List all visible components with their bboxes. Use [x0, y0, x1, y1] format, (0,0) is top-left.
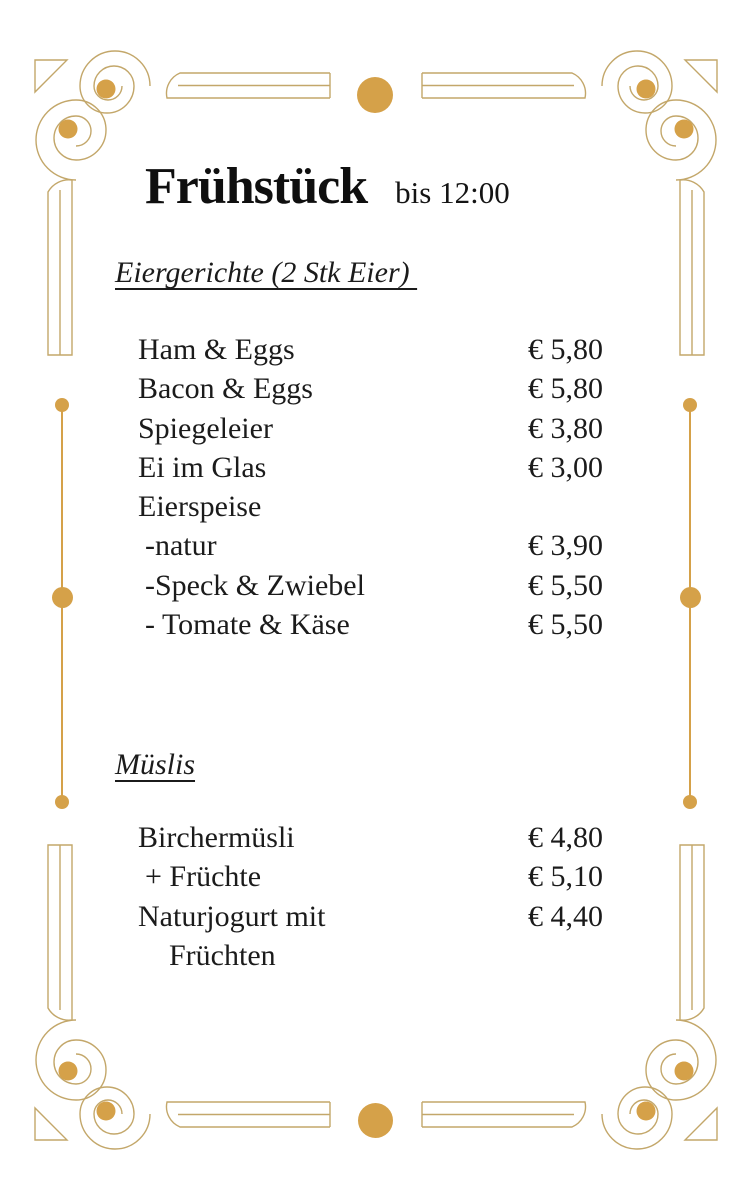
menu-item-price: € 4,80 — [528, 821, 603, 854]
section-heading-muslis: Müslis — [115, 748, 196, 781]
page-title: Frühstück — [145, 158, 368, 215]
menu-items-eiergerichte — [138, 330, 618, 644]
menu-item-row — [138, 526, 618, 565]
side-dot-icon — [52, 587, 73, 608]
menu-item-price: € 5,50 — [528, 608, 603, 642]
menu-item-name: - Tomate & Käse — [145, 608, 350, 642]
menu-item-price: € 3,80 — [528, 411, 603, 445]
menu-item-row — [138, 330, 618, 369]
divider-dot-bottom — [358, 1103, 393, 1138]
menu-item-price: € 5,50 — [528, 568, 603, 602]
side-accent-left — [61, 405, 63, 803]
menu-item-name: Spiegeleier — [138, 411, 273, 445]
menu-item-price: € 3,00 — [528, 450, 603, 484]
divider-dot-top — [357, 77, 393, 113]
menu-item-name: -natur — [145, 529, 217, 563]
menu-item-row — [138, 409, 618, 448]
menu-item-name: Birchermüsli — [138, 821, 295, 854]
menu-item-name: Ham & Eggs — [138, 333, 295, 366]
side-accent-right — [689, 405, 691, 803]
menu-item-name: Ei im Glas — [138, 450, 267, 484]
side-dot-icon — [683, 398, 697, 412]
title-row — [145, 156, 510, 218]
menu-item-name: Eierspeise — [138, 490, 262, 524]
menu-item-name: Naturjogurt mit — [138, 899, 326, 933]
menu-item-row — [138, 857, 618, 896]
menu-item-row — [138, 605, 618, 644]
side-dot-icon — [683, 795, 697, 809]
side-dot-icon — [55, 398, 69, 412]
menu-item-row — [138, 487, 618, 526]
menu-item-price: € 4,40 — [528, 899, 603, 933]
menu-item-name: + Früchte — [145, 860, 262, 894]
menu-item-row — [138, 818, 618, 857]
menu-item-price: € 5,80 — [528, 372, 603, 406]
menu-item-name: Früchten — [169, 938, 276, 972]
menu-items-muslis — [138, 818, 618, 975]
menu-item-row — [138, 448, 618, 487]
section-heading-eiergerichte: Eiergerichte (2 Stk Eier) — [115, 256, 418, 289]
menu-item-row — [138, 566, 618, 605]
menu-item-row — [138, 369, 618, 408]
side-dot-icon — [680, 587, 701, 608]
menu-item-price: € 5,10 — [528, 860, 603, 894]
menu-item-price: € 5,80 — [528, 333, 603, 366]
menu-item-name: -Speck & Zwiebel — [145, 568, 365, 602]
menu-item-price: € 3,90 — [528, 529, 603, 563]
serving-time: bis 12:00 — [395, 175, 510, 210]
side-dot-icon — [55, 795, 69, 809]
menu-item-row — [138, 936, 618, 975]
menu-item-row — [138, 897, 618, 936]
menu-item-name: Bacon & Eggs — [138, 372, 313, 406]
